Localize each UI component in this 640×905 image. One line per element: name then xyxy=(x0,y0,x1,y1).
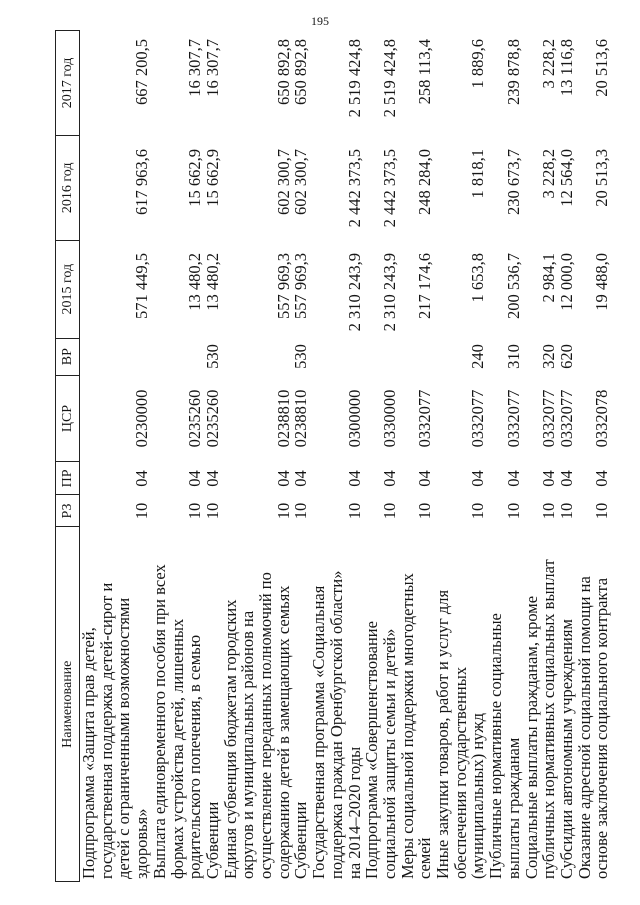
row-name-line: Оказание адресной социальной помощи на xyxy=(574,576,594,879)
csr-cell: 0238810 xyxy=(291,389,311,448)
value-2016-cell: 602 300,7 xyxy=(273,149,293,215)
table-row xyxy=(487,30,522,882)
value-2016-cell: 602 300,7 xyxy=(291,149,311,215)
value-2017-cell: 650 892,8 xyxy=(273,39,293,105)
value-2015-cell: 557 969,3 xyxy=(291,253,311,319)
row-name-line: Государственная программа «Социальная xyxy=(309,585,329,879)
vr-cell: 240 xyxy=(468,344,488,369)
row-name-cell xyxy=(363,527,398,882)
value-2016-cell: 15 662,9 xyxy=(202,149,222,207)
row-name-line: Выплата единовременного пособия при всех xyxy=(149,564,169,879)
value-2017-cell: 650 892,8 xyxy=(291,39,311,105)
row-name-line: Меры социальной поддержки многодетных xyxy=(397,573,417,879)
csr-cell: 0300000 xyxy=(344,389,364,448)
row-name-cell xyxy=(434,527,487,882)
row-name-line: Подпрограмма «Совершенствование xyxy=(362,621,382,879)
pr-cell: 04 xyxy=(202,470,222,487)
row-name-line: поддержка граждан Оренбургской области» xyxy=(326,570,346,879)
row-name-line: государственная поддержка детей-сирот и xyxy=(96,582,116,879)
rz-cell: 10 xyxy=(291,502,311,520)
value-2016-cell: 248 284,0 xyxy=(415,149,435,215)
row-name-cell xyxy=(487,527,522,882)
value-2017-cell: 3 228,2 xyxy=(539,39,559,89)
csr-cell: 0332078 xyxy=(592,389,612,448)
row-name-line: Публичные нормативные социальные xyxy=(486,613,506,879)
value-2016-cell: 1 818,1 xyxy=(468,149,488,199)
csr-cell: 0235260 xyxy=(202,389,222,448)
value-2016-cell: 617 963,6 xyxy=(132,149,152,215)
row-name-line: Субвенции xyxy=(291,801,311,879)
pr-cell: 04 xyxy=(503,470,523,487)
value-2017-cell: 16 307,7 xyxy=(185,39,205,97)
csr-cell: 0330000 xyxy=(379,389,399,448)
vr-cell: 530 xyxy=(202,344,222,369)
value-2016-cell: 230 673,7 xyxy=(503,149,523,215)
value-2016-cell: 20 513,3 xyxy=(592,149,612,207)
row-name-line: на 2014–2020 годы xyxy=(344,746,364,879)
row-name-line: (муниципальных) нужд xyxy=(468,712,488,879)
rz-cell: 10 xyxy=(379,502,399,520)
value-2015-cell: 13 480,2 xyxy=(202,253,222,311)
rz-cell: 10 xyxy=(592,502,612,520)
header-csr: ЦСР xyxy=(56,375,79,462)
rz-cell: 10 xyxy=(202,502,222,520)
rz-cell: 10 xyxy=(539,502,559,520)
header-2015: 2015 год xyxy=(56,240,79,338)
row-name-cell xyxy=(310,527,363,882)
row-name-cell xyxy=(151,527,204,882)
pr-cell: 04 xyxy=(273,470,293,487)
rz-cell: 10 xyxy=(132,502,152,520)
row-name-cell xyxy=(222,527,293,882)
row-name-cell xyxy=(523,527,558,882)
header-pr: ПР xyxy=(56,461,79,494)
value-2016-cell: 2 442 373,5 xyxy=(344,149,364,228)
table-row xyxy=(310,30,363,882)
pr-cell: 04 xyxy=(344,470,364,487)
value-2015-cell: 12 000,0 xyxy=(556,253,576,311)
page-number: 195 xyxy=(311,14,329,28)
value-2015-cell: 2 984,1 xyxy=(539,253,559,303)
value-2016-cell: 15 662,9 xyxy=(185,149,205,207)
value-2015-cell: 19 488,0 xyxy=(592,253,612,311)
row-name-line: семей xyxy=(415,837,435,879)
header-vr: ВР xyxy=(56,338,79,375)
rz-cell: 10 xyxy=(415,502,435,520)
rz-cell: 10 xyxy=(185,502,205,520)
row-name-line: Субсидии автономным учреждениям xyxy=(556,619,576,879)
value-2015-cell: 2 310 243,9 xyxy=(344,253,364,332)
csr-cell: 0332077 xyxy=(415,389,435,448)
value-2017-cell: 258 113,4 xyxy=(415,39,435,105)
row-name-line: содержанию детей в замещающих семьях xyxy=(273,585,293,879)
table-row xyxy=(576,30,611,882)
pr-cell: 04 xyxy=(592,470,612,487)
pr-cell: 04 xyxy=(291,470,311,487)
csr-cell: 0238810 xyxy=(273,389,293,448)
row-name-cell xyxy=(204,527,222,882)
row-name-line: Субвенции xyxy=(202,801,222,879)
rz-cell: 10 xyxy=(468,502,488,520)
csr-cell: 0235260 xyxy=(185,389,205,448)
table-row xyxy=(151,30,204,882)
rz-cell: 10 xyxy=(344,502,364,520)
value-2017-cell: 239 878,8 xyxy=(503,39,523,105)
rz-cell: 10 xyxy=(503,502,523,520)
row-name-line: Подпрограмма «Защита прав детей, xyxy=(79,627,98,879)
vr-cell: 320 xyxy=(539,344,559,369)
value-2016-cell: 3 228,2 xyxy=(539,149,559,199)
row-name-line: осуществление переданных полномочий по xyxy=(256,572,276,879)
row-name-line: детей с ограниченными возможностями xyxy=(114,597,134,879)
row-name-line: Иные закупки товаров, работ и услуг для xyxy=(433,589,453,879)
pr-cell: 04 xyxy=(132,470,152,487)
table-row xyxy=(399,30,434,882)
pr-cell: 04 xyxy=(556,470,576,487)
table-row xyxy=(558,30,576,882)
vr-cell: 530 xyxy=(291,344,311,369)
row-name-line: выплаты гражданам xyxy=(503,737,523,879)
row-name-line: обеспечения государственных xyxy=(450,666,470,879)
value-2016-cell: 2 442 373,5 xyxy=(379,149,399,228)
value-2017-cell: 2 519 424,8 xyxy=(344,39,364,118)
table-row xyxy=(222,30,293,882)
value-2016-cell: 12 564,0 xyxy=(556,149,576,207)
header-rz: РЗ xyxy=(56,494,79,526)
header-2016: 2016 год xyxy=(56,135,79,240)
value-2017-cell: 16 307,7 xyxy=(202,39,222,97)
row-name-line: публичных нормативных социальных выплат xyxy=(539,559,559,879)
value-2017-cell: 1 889,6 xyxy=(468,39,488,89)
row-name-cell xyxy=(292,527,310,882)
table-header xyxy=(55,30,80,882)
csr-cell: 0332077 xyxy=(468,389,488,448)
row-name-line: Единая субвенция бюджетам городских xyxy=(220,599,240,879)
rz-cell: 10 xyxy=(273,502,293,520)
row-name-cell xyxy=(80,527,151,882)
row-name-cell xyxy=(576,527,611,882)
table-row xyxy=(434,30,487,882)
csr-cell: 0332077 xyxy=(556,389,576,448)
csr-cell: 0230000 xyxy=(132,389,152,448)
row-name-line: здоровья» xyxy=(132,808,152,879)
table-row xyxy=(204,30,222,882)
value-2017-cell: 13 116,8 xyxy=(556,39,576,97)
row-name-line: социальной защиты семьи и детей» xyxy=(379,628,399,879)
budget-table xyxy=(55,30,611,882)
table-row xyxy=(523,30,558,882)
header-name: Наименование xyxy=(56,526,79,881)
value-2017-cell: 667 200,5 xyxy=(132,39,152,105)
csr-cell: 0332077 xyxy=(539,389,559,448)
value-2015-cell: 1 653,8 xyxy=(468,253,488,303)
row-name-line: основе заключения социального контракта xyxy=(592,577,612,879)
pr-cell: 04 xyxy=(468,470,488,487)
value-2015-cell: 217 174,6 xyxy=(415,253,435,319)
rz-cell: 10 xyxy=(556,502,576,520)
vr-cell: 310 xyxy=(503,344,523,369)
row-name-line: Социальные выплаты гражданам, кроме xyxy=(521,595,541,879)
pr-cell: 04 xyxy=(379,470,399,487)
value-2015-cell: 2 310 243,9 xyxy=(379,253,399,332)
row-name-line: родительского попечения, в семью xyxy=(185,634,205,879)
table-row xyxy=(363,30,398,882)
value-2017-cell: 20 513,6 xyxy=(592,39,612,97)
row-name-cell xyxy=(399,527,434,882)
value-2017-cell: 2 519 424,8 xyxy=(379,39,399,118)
value-2015-cell: 13 480,2 xyxy=(185,253,205,311)
csr-cell: 0332077 xyxy=(503,389,523,448)
row-name-cell xyxy=(558,527,576,882)
row-name-line: формах устройства детей, лишенных xyxy=(167,618,187,879)
value-2015-cell: 571 449,5 xyxy=(132,253,152,319)
row-name-line: округов и муниципальных районов на xyxy=(238,610,258,879)
table-row xyxy=(292,30,310,882)
value-2015-cell: 200 536,7 xyxy=(503,253,523,319)
vr-cell: 620 xyxy=(556,344,576,369)
header-2017: 2017 год xyxy=(56,30,79,135)
value-2015-cell: 557 969,3 xyxy=(273,253,293,319)
pr-cell: 04 xyxy=(415,470,435,487)
table-body xyxy=(80,30,611,882)
pr-cell: 04 xyxy=(539,470,559,487)
pr-cell: 04 xyxy=(185,470,205,487)
table-row xyxy=(80,30,151,882)
